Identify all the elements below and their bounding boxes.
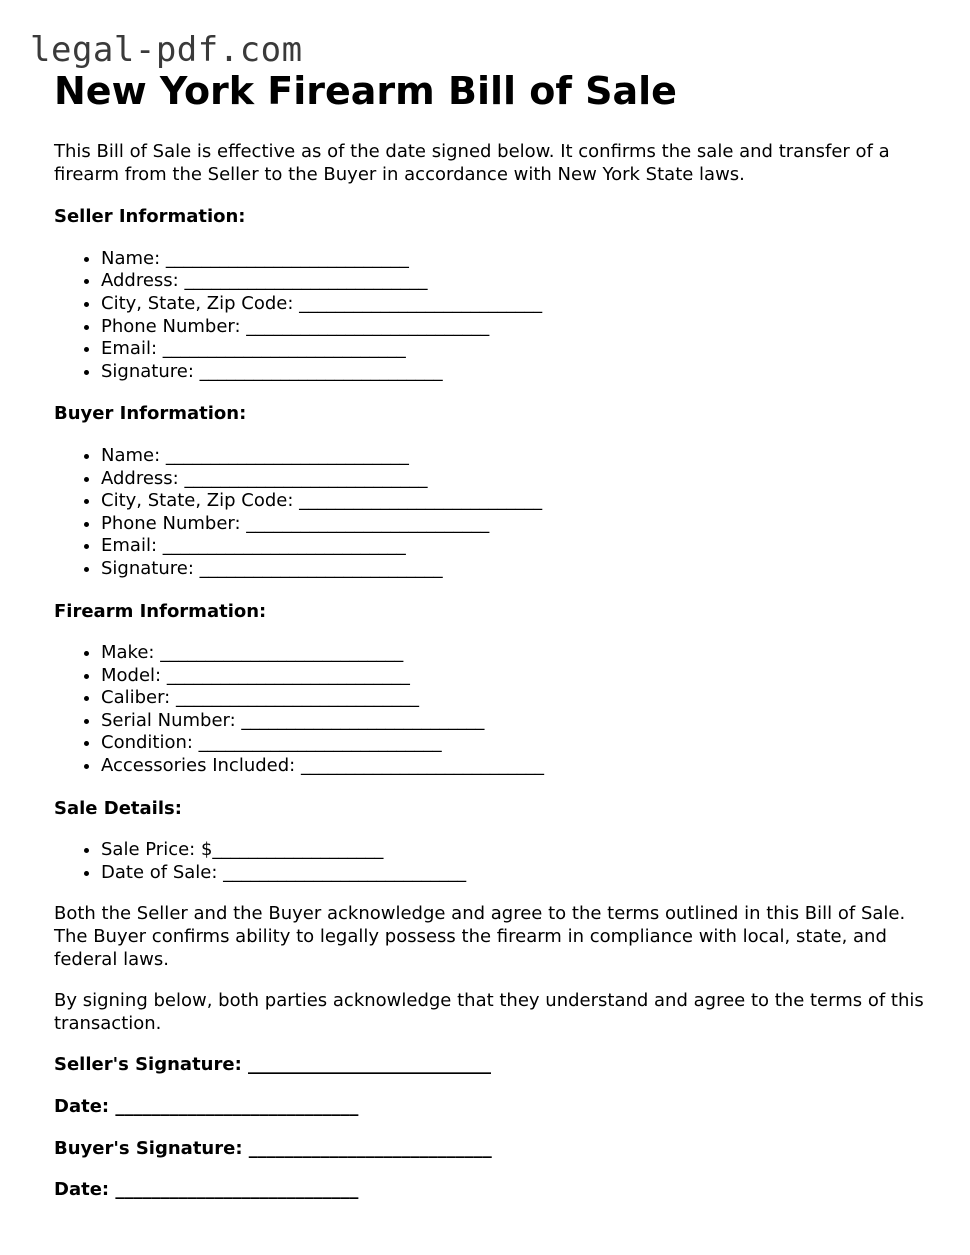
seller-phone-field: • Phone Number: ___________________________ (101, 316, 924, 339)
sale-details-list (54, 839, 924, 884)
buyer-signature-line: Buyer's Signature: ___________________________ (54, 1137, 492, 1159)
sale-date-field: • Date of Sale: ___________________________ (101, 862, 924, 885)
firearm-caliber-field: • Caliber: ___________________________ (101, 687, 924, 710)
firearm-section-heading: Firearm Information: (54, 600, 267, 622)
acknowledgement-paragraph: Both the Seller and the Buyer acknowledge and agree to the terms outlined in this Bill of Sale. The Buyer confirms ability to legally possess the firearm in compliance with local, state, and federal laws. (54, 903, 906, 970)
watermark: legal-pdf.com (30, 30, 303, 70)
signing-statement-paragraph: By signing below, both parties acknowledge that they understand and agree to the terms of this transaction. (54, 990, 924, 1034)
firearm-condition-field: • Condition: ___________________________ (101, 732, 924, 755)
sale-section-heading: Sale Details: (54, 797, 182, 819)
seller-signature-line: Seller's Signature: ___________________________ (54, 1054, 492, 1076)
firearm-model-field: • Model: ___________________________ (101, 665, 924, 688)
buyer-address-field: • Address: ___________________________ (101, 468, 924, 491)
firearm-accessories-field: • Accessories Included: ___________________________ (101, 755, 924, 778)
buyer-section-heading: Buyer Information: (54, 403, 247, 425)
seller-email-field: • Email: ___________________________ (101, 338, 924, 361)
buyer-name-field: • Name: ___________________________ (101, 445, 924, 468)
seller-address-field: • Address: ___________________________ (101, 270, 924, 293)
seller-signature-field: • Signature: ___________________________ (101, 361, 924, 384)
seller-section-heading: Seller Information: (54, 206, 246, 228)
buyer-info-list (54, 445, 924, 581)
seller-city-state-zip-field: • City, State, Zip Code: ___________________________ (101, 293, 924, 316)
buyer-date-line: Date: ___________________________ (54, 1179, 359, 1201)
buyer-email-field: • Email: ___________________________ (101, 535, 924, 558)
sale-price-field: • Sale Price: $___________________ (101, 839, 924, 862)
firearm-serial-field: • Serial Number: ___________________________ (101, 710, 924, 733)
buyer-city-state-zip-field: • City, State, Zip Code: ___________________________ (101, 490, 924, 513)
buyer-signature-field: • Signature: ___________________________ (101, 558, 924, 581)
firearm-make-field: • Make: ___________________________ (101, 642, 924, 665)
seller-info-list (54, 248, 924, 384)
seller-name-field: • Name: ___________________________ (101, 248, 924, 271)
document-title: New York Firearm Bill of Sale (54, 69, 677, 113)
document-page (54, 68, 924, 1202)
intro-paragraph: This Bill of Sale is effective as of the date signed below. It confirms the sale and transfer of a firearm from the Seller to the Buyer in accordance with New York State laws. (54, 141, 890, 185)
seller-date-line: Date: ___________________________ (54, 1096, 359, 1117)
firearm-info-list (54, 642, 924, 778)
buyer-phone-field: • Phone Number: ___________________________ (101, 513, 924, 536)
